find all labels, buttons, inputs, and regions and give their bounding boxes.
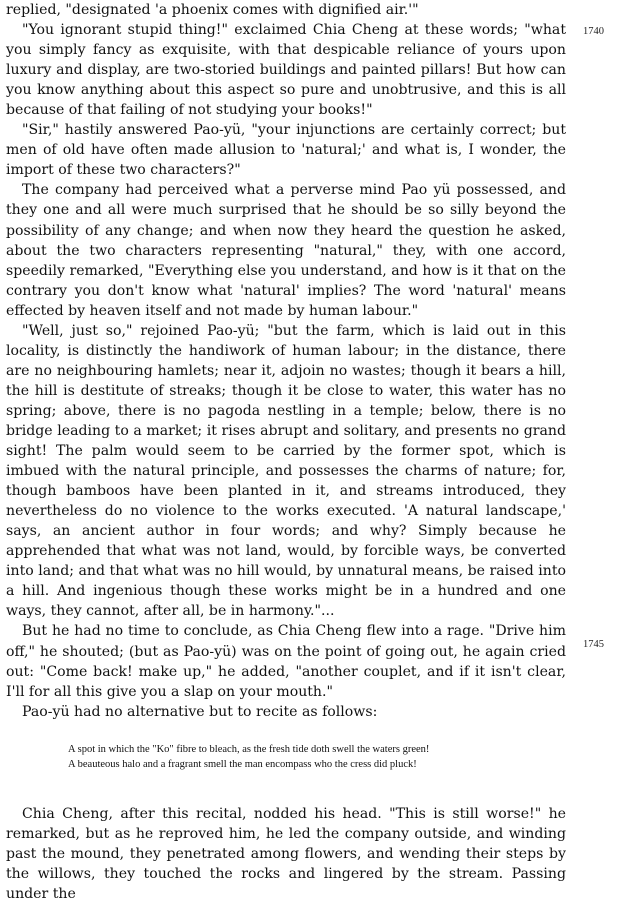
verse-block [68,742,566,772]
verse-line: A beauteous halo and a fragrant smell the man encompass who the cress did pluck! [68,758,417,770]
paragraph: replied, "designated 'a phoenix comes with dignified air.'" [6,2,419,18]
line-number: 1745 [583,639,604,650]
paragraph: "Sir," hastily answered Pao-yü, "your injunctions are certainly correct; but men of old have often made allusion to 'natural;' and what is, I wonder, the import of these two characters?" [6,122,566,179]
verse-line: A spot in which the "Ko" fibre to bleach, as the fresh tide doth swell the waters green! [68,743,430,755]
line-number: 1740 [583,26,604,37]
paragraph: "Well, just so," rejoined Pao-yü; "but the farm, which is laid out in this locality, is distinctly the handiwork of human labour; in the distance, there are no neighbouring hamlets; near it, adjoin no wastes; though it bears a hill, the hill is destitute of streaks; though it be close to water, this water has no spring; above, there is no pagoda nestling in a temple; below, there is no bridge leading to a market; it rises abrupt and solitary, and presents no grand sight! The palm would seem to be carried by the former spot, which is imbued with the natural principle, and possesses the charms of nature; for, though bamboos have been planted in it, and streams introduced, they nevertheless do no violence to the works executed. 'A natural landscape,' says, an ancient author in four words; and why? Simply because he apprehended that what was not land, would, by forcible ways, be converted into land; and that what was no hill would, by unnatural means, be raised into a hill. And ingenious though these works might be in a hundred and one ways, they cannot, after all, be in harmony."... [6,322,566,620]
paragraph: The company had perceived what a perverse mind Pao yü possessed, and they one and all were much surprised that he should be so silly beyond the possibility of any change; and when now they heard the question he asked, about the two characters representing "natural," they, with one accord, speedily remarked, "Everything else you understand, and how is it that on the contrary you don't know what 'natural' implies? The word 'natural' means effected by heaven itself and not made by human labour." [6,182,566,319]
paragraph: But he had no time to conclude, as Chia Cheng flew into a rage. "Drive him off," he shouted; (but as Pao-yü) was on the point of going out, he again cried out: "Come back! make up," he added, "another couplet, and if it isn't clear, I'll for all this give you a slap on your mouth." [6,623,566,700]
paragraph: Pao-yü had no alternative but to recite as follows: [22,703,378,720]
paragraph: "You ignorant stupid thing!" exclaimed Chia Cheng at these words; "what you simply fancy as exquisite, with that despicable reliance of yours upon luxury and display, are two-storied buildings and painted pillars! But how can you know anything about this aspect so pure and unobtrusive, and this is all because of that failing of not studying your books!" [6,22,566,119]
page-text [6,0,566,904]
paragraph: Chia Cheng, after this recital, nodded his head. "This is still worse!" he remarked, but as he reproved him, he led the company outside, and winding past the mound, they penetrated among flowers, and wending their steps by the willows, they touched the rocks and lingered by the stream. Passing under the [6,805,566,902]
